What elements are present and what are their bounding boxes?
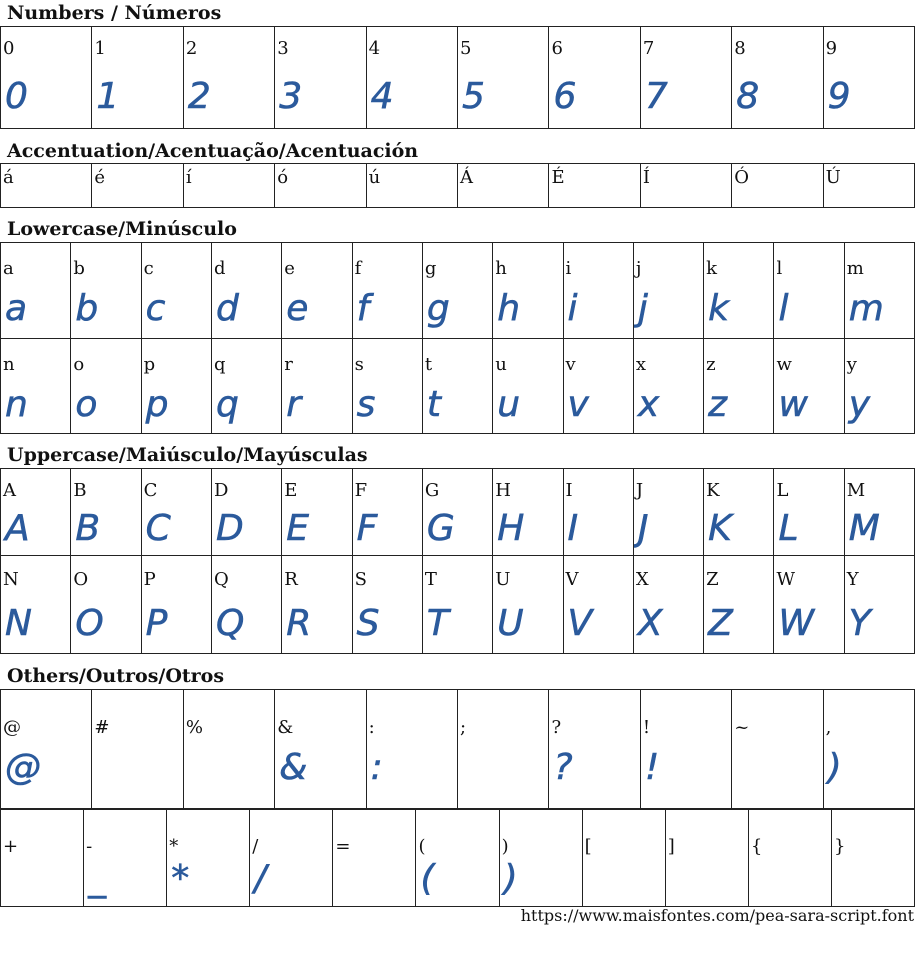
character-label: H xyxy=(495,480,511,501)
glyph-cell xyxy=(1,690,92,810)
glyph-cell xyxy=(142,339,212,434)
character-label: 1 xyxy=(94,38,106,59)
script-glyph-sample: 1 xyxy=(96,76,120,117)
glyph-cell xyxy=(353,556,423,654)
script-glyph-sample: g xyxy=(426,288,450,329)
character-label: R xyxy=(284,569,298,590)
glyph-cell xyxy=(749,809,832,907)
glyph-cell xyxy=(458,164,549,208)
character-label: ~ xyxy=(734,717,750,738)
script-glyph-sample: t xyxy=(426,384,441,425)
character-label: Ú xyxy=(825,167,841,188)
glyph-cell xyxy=(704,556,774,654)
character-label: d xyxy=(213,258,226,279)
character-label: & xyxy=(277,717,294,738)
glyph-cell xyxy=(367,690,458,810)
script-glyph-sample: s xyxy=(356,384,376,425)
script-glyph-sample: 0 xyxy=(5,76,28,117)
character-label: 2 xyxy=(185,38,198,59)
character-label: ] xyxy=(667,836,675,857)
glyph-cell xyxy=(493,339,563,434)
script-glyph-sample: a xyxy=(5,288,28,329)
character-label: 9 xyxy=(825,38,838,59)
glyph-cell xyxy=(423,339,493,434)
script-glyph-sample: 4 xyxy=(370,76,394,117)
character-label: L xyxy=(776,480,789,501)
script-glyph-sample: / xyxy=(254,858,267,899)
glyph-cell xyxy=(458,690,549,810)
glyph-cell xyxy=(845,339,915,434)
script-glyph-sample: o xyxy=(75,384,98,425)
character-label: # xyxy=(94,717,110,738)
glyph-cell xyxy=(583,809,666,907)
glyph-cell xyxy=(641,164,732,208)
character-label: + xyxy=(3,836,19,857)
glyph-cell xyxy=(282,556,352,654)
script-glyph-sample: j xyxy=(637,288,648,329)
character-label: M xyxy=(846,480,866,501)
character-label: p xyxy=(143,354,156,375)
glyph-cell xyxy=(275,690,366,810)
glyph-cell xyxy=(500,809,583,907)
glyph-cell xyxy=(71,556,141,654)
character-label: w xyxy=(776,354,792,375)
character-label: ; xyxy=(460,717,467,738)
character-label: F xyxy=(354,480,368,501)
character-label: ) xyxy=(501,836,509,857)
script-glyph-sample: R xyxy=(286,603,312,644)
script-glyph-sample: h xyxy=(497,288,521,329)
glyph-cell xyxy=(493,469,563,556)
glyph-cell xyxy=(666,809,749,907)
glyph-cell xyxy=(84,809,167,907)
section-heading-uppercase: Uppercase/Maiúsculo/Mayúsculas xyxy=(7,444,368,466)
script-glyph-sample: z xyxy=(708,384,728,425)
glyph-cell xyxy=(275,27,366,129)
character-label: [ xyxy=(584,836,592,857)
glyph-cell xyxy=(634,556,704,654)
glyph-cell xyxy=(634,243,704,339)
character-label: B xyxy=(73,480,87,501)
character-label: z xyxy=(706,354,716,375)
glyph-cell xyxy=(1,243,71,339)
glyph-cell xyxy=(184,27,275,129)
script-glyph-sample: P xyxy=(145,603,168,644)
character-label: N xyxy=(3,569,19,590)
character-label: q xyxy=(213,354,226,375)
glyph-cell xyxy=(92,164,183,208)
script-glyph-sample: X xyxy=(637,603,663,644)
character-label: y xyxy=(846,354,857,375)
script-glyph-sample: 7 xyxy=(644,76,668,117)
glyph-cell xyxy=(212,556,282,654)
glyph-cell xyxy=(774,469,844,556)
glyph-cell xyxy=(367,27,458,129)
glyph-cell xyxy=(564,556,634,654)
section-heading-numbers: Numbers / Números xyxy=(7,2,222,24)
glyph-cell xyxy=(845,243,915,339)
character-label: a xyxy=(3,258,14,279)
glyph-cell xyxy=(212,339,282,434)
glyph-cell xyxy=(564,469,634,556)
script-glyph-sample: L xyxy=(778,508,799,549)
glyph-cell xyxy=(704,339,774,434)
character-label: G xyxy=(424,480,440,501)
character-label: = xyxy=(335,836,351,857)
script-glyph-sample: _ xyxy=(88,858,107,899)
character-label: 7 xyxy=(642,38,655,59)
script-glyph-sample: * xyxy=(171,858,190,899)
character-label: 5 xyxy=(460,38,472,59)
script-glyph-sample: A xyxy=(5,508,30,549)
glyph-cell xyxy=(250,809,333,907)
script-glyph-sample: b xyxy=(75,288,99,329)
character-label: g xyxy=(424,258,437,279)
glyph-cell xyxy=(824,690,915,810)
glyph-cell xyxy=(564,243,634,339)
character-label: W xyxy=(776,569,795,590)
uppercase-grid xyxy=(0,468,915,654)
script-glyph-sample: y xyxy=(848,384,871,425)
glyph-cell xyxy=(641,27,732,129)
glyph-cell xyxy=(142,243,212,339)
script-glyph-sample: v xyxy=(567,384,589,425)
character-label: D xyxy=(213,480,229,501)
glyph-cell xyxy=(71,339,141,434)
character-label: É xyxy=(551,167,565,188)
glyph-cell xyxy=(458,27,549,129)
character-label: 4 xyxy=(368,38,381,59)
script-glyph-sample: Y xyxy=(848,603,871,644)
glyph-cell xyxy=(353,339,423,434)
character-label: ( xyxy=(418,836,426,857)
character-label: : xyxy=(368,717,375,738)
script-glyph-sample: ? xyxy=(553,747,573,788)
glyph-row xyxy=(1,27,915,129)
script-glyph-sample: Z xyxy=(708,603,733,644)
glyph-row xyxy=(1,690,915,810)
glyph-row xyxy=(1,164,915,208)
character-label: 3 xyxy=(277,38,289,59)
character-label: Y xyxy=(846,569,859,590)
character-label: t xyxy=(424,354,433,375)
glyph-cell xyxy=(275,164,366,208)
glyph-cell xyxy=(92,27,183,129)
glyph-row xyxy=(1,556,915,654)
glyph-cell xyxy=(704,243,774,339)
script-glyph-sample: : xyxy=(370,747,383,788)
glyph-row xyxy=(1,809,915,907)
character-label: i xyxy=(565,258,572,279)
glyph-cell xyxy=(71,243,141,339)
script-glyph-sample: H xyxy=(497,508,525,549)
character-label: á xyxy=(3,167,14,188)
character-label: ! xyxy=(642,717,651,738)
script-glyph-sample: K xyxy=(708,508,732,549)
glyph-cell xyxy=(1,469,71,556)
glyph-cell xyxy=(634,469,704,556)
script-glyph-sample: i xyxy=(567,288,578,329)
script-glyph-sample: n xyxy=(5,384,28,425)
script-glyph-sample: & xyxy=(279,747,308,788)
character-label: í xyxy=(185,167,192,188)
glyph-cell xyxy=(774,556,844,654)
glyph-cell xyxy=(282,469,352,556)
character-label: X xyxy=(635,569,649,590)
section-heading-lowercase: Lowercase/Minúsculo xyxy=(7,218,237,240)
character-label: @ xyxy=(3,717,21,738)
script-glyph-sample: p xyxy=(145,384,169,425)
character-label: 8 xyxy=(734,38,746,59)
glyph-cell xyxy=(71,469,141,556)
script-glyph-sample: c xyxy=(145,288,166,329)
section-heading-others: Others/Outros/Otros xyxy=(7,665,225,687)
glyph-cell xyxy=(423,556,493,654)
character-label: u xyxy=(495,354,507,375)
character-label: Í xyxy=(642,167,650,188)
glyph-cell xyxy=(167,809,250,907)
script-glyph-sample: B xyxy=(75,508,101,549)
glyph-cell xyxy=(732,690,823,810)
glyph-cell xyxy=(732,27,823,129)
script-glyph-sample: r xyxy=(286,384,302,425)
glyph-cell xyxy=(282,339,352,434)
glyph-cell xyxy=(549,27,640,129)
script-glyph-sample: @ xyxy=(5,747,41,788)
character-label: P xyxy=(143,569,156,590)
script-glyph-sample: C xyxy=(145,508,171,549)
glyph-cell xyxy=(824,164,915,208)
script-glyph-sample: k xyxy=(708,288,729,329)
glyph-cell xyxy=(142,556,212,654)
glyph-row xyxy=(1,243,915,339)
glyph-cell xyxy=(353,243,423,339)
glyph-cell xyxy=(832,809,915,907)
character-label: S xyxy=(354,569,367,590)
character-label: Q xyxy=(213,569,229,590)
script-glyph-sample: u xyxy=(497,384,521,425)
character-label: l xyxy=(776,258,783,279)
character-label: - xyxy=(86,836,93,857)
character-label: } xyxy=(833,836,846,857)
character-label: o xyxy=(73,354,85,375)
glyph-cell xyxy=(92,690,183,810)
script-glyph-sample: U xyxy=(497,603,524,644)
glyph-cell xyxy=(493,243,563,339)
script-glyph-sample: d xyxy=(215,288,239,329)
character-label: m xyxy=(846,258,864,279)
script-glyph-sample: m xyxy=(848,288,884,329)
character-label: { xyxy=(750,836,763,857)
glyph-row xyxy=(1,469,915,556)
character-label: h xyxy=(495,258,507,279)
character-label: ó xyxy=(277,167,289,188)
script-glyph-sample: N xyxy=(5,603,32,644)
script-glyph-sample: V xyxy=(567,603,593,644)
character-label: Á xyxy=(460,167,474,188)
glyph-cell xyxy=(704,469,774,556)
glyph-cell xyxy=(774,243,844,339)
glyph-cell xyxy=(353,469,423,556)
script-glyph-sample: J xyxy=(637,508,649,549)
character-label: r xyxy=(284,354,293,375)
glyph-cell xyxy=(634,339,704,434)
character-label: O xyxy=(73,569,89,590)
script-glyph-sample: w xyxy=(778,384,808,425)
glyph-cell xyxy=(732,164,823,208)
character-label: J xyxy=(635,480,644,501)
character-label: T xyxy=(424,569,437,590)
script-glyph-sample: e xyxy=(286,288,309,329)
character-label: C xyxy=(143,480,158,501)
character-label: Z xyxy=(706,569,719,590)
glyph-cell xyxy=(845,469,915,556)
glyph-cell xyxy=(641,690,732,810)
character-label: 0 xyxy=(3,38,15,59)
script-glyph-sample: 8 xyxy=(736,76,760,117)
character-label: j xyxy=(635,258,642,279)
script-glyph-sample: 2 xyxy=(187,76,211,117)
glyph-cell xyxy=(1,556,71,654)
character-label: e xyxy=(284,258,295,279)
glyph-cell xyxy=(333,809,416,907)
section-heading-accentuation: Accentuation/Acentuação/Acentuación xyxy=(7,140,419,162)
script-glyph-sample: T xyxy=(426,603,449,644)
glyph-cell xyxy=(142,469,212,556)
glyph-cell xyxy=(416,809,499,907)
character-label: n xyxy=(3,354,15,375)
glyph-cell xyxy=(367,164,458,208)
glyph-cell xyxy=(1,809,84,907)
glyph-cell xyxy=(564,339,634,434)
character-label: Ó xyxy=(734,167,750,188)
glyph-cell xyxy=(549,690,640,810)
character-label: k xyxy=(706,258,718,279)
glyph-cell xyxy=(493,556,563,654)
script-glyph-sample: O xyxy=(75,603,104,644)
script-glyph-sample: D xyxy=(215,508,244,549)
glyph-cell xyxy=(212,243,282,339)
script-glyph-sample: Q xyxy=(215,603,245,644)
script-glyph-sample: F xyxy=(356,508,378,549)
character-label: , xyxy=(825,717,832,738)
character-label: f xyxy=(354,258,362,279)
character-label: % xyxy=(185,717,203,738)
source-url[interactable]: https://www.maisfontes.com/pea-sara-script.font xyxy=(520,906,914,925)
script-glyph-sample: 9 xyxy=(827,76,851,117)
character-label: ú xyxy=(368,167,381,188)
character-label: v xyxy=(565,354,576,375)
script-glyph-sample: q xyxy=(215,384,239,425)
script-glyph-sample: W xyxy=(778,603,815,644)
script-glyph-sample: f xyxy=(356,288,370,329)
script-glyph-sample: 5 xyxy=(462,76,485,117)
glyph-cell xyxy=(1,164,92,208)
script-glyph-sample: S xyxy=(356,603,380,644)
glyph-cell xyxy=(845,556,915,654)
glyph-cell xyxy=(1,339,71,434)
glyph-row xyxy=(1,339,915,434)
glyph-cell xyxy=(824,27,915,129)
script-glyph-sample: 6 xyxy=(553,76,577,117)
glyph-cell xyxy=(774,339,844,434)
others-grid-row1 xyxy=(0,689,915,810)
character-label: A xyxy=(3,480,16,501)
script-glyph-sample: ( xyxy=(420,858,435,899)
glyph-cell xyxy=(1,27,92,129)
script-glyph-sample: l xyxy=(778,288,789,329)
others-grid-row2 xyxy=(0,808,915,907)
script-glyph-sample: G xyxy=(426,508,455,549)
character-label: é xyxy=(94,167,106,188)
character-label: 6 xyxy=(551,38,563,59)
character-label: c xyxy=(143,258,154,279)
script-glyph-sample: E xyxy=(286,508,309,549)
glyph-cell xyxy=(282,243,352,339)
glyph-cell xyxy=(212,469,282,556)
character-label: ? xyxy=(551,717,562,738)
glyph-cell xyxy=(184,690,275,810)
script-glyph-sample: 3 xyxy=(279,76,303,117)
character-label: x xyxy=(635,354,646,375)
character-label: E xyxy=(284,480,298,501)
script-glyph-sample: I xyxy=(567,508,579,549)
script-glyph-sample: ) xyxy=(503,858,518,899)
character-label: s xyxy=(354,354,364,375)
character-label: b xyxy=(73,258,85,279)
character-label: / xyxy=(252,836,259,857)
character-label: U xyxy=(495,569,511,590)
character-label: * xyxy=(169,836,179,857)
character-label: V xyxy=(565,569,579,590)
accentuation-grid xyxy=(0,163,915,208)
character-label: I xyxy=(565,480,573,501)
numbers-grid xyxy=(0,26,915,129)
lowercase-grid xyxy=(0,242,915,434)
character-label: K xyxy=(706,480,720,501)
script-glyph-sample: x xyxy=(637,384,660,425)
glyph-cell xyxy=(423,469,493,556)
glyph-cell xyxy=(423,243,493,339)
script-glyph-sample: M xyxy=(848,508,880,549)
glyph-cell xyxy=(549,164,640,208)
script-glyph-sample: ) xyxy=(827,747,842,788)
script-glyph-sample: ! xyxy=(644,747,660,788)
glyph-cell xyxy=(184,164,275,208)
